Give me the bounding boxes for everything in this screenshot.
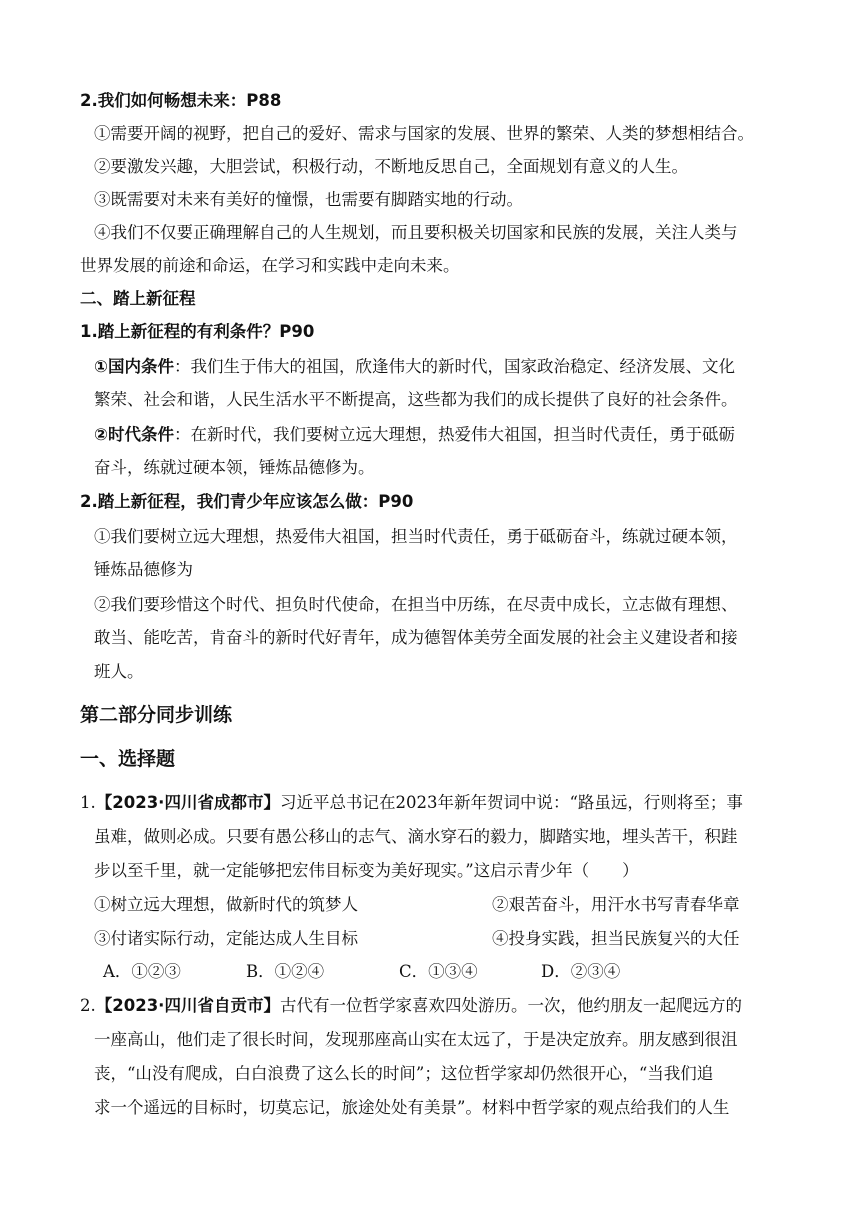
- q1-statement-1: ①树立远大理想，做新时代的筑梦人: [94, 895, 358, 914]
- era-line-2: 奋斗，练就过硬本领，锤炼品德修为。: [94, 458, 375, 477]
- q2-number: 2.: [80, 996, 96, 1015]
- section2-heading: 二、踏上新征程: [80, 289, 196, 308]
- q2-item-1: ①需要开阔的视野，把自己的爱好、需求与国家的发展、世界的繁荣、人类的梦想相结合。: [94, 124, 754, 143]
- era-label: ②时代条件: [94, 425, 174, 444]
- q2-line-3: 丧，“山没有爬成，白白浪费了这么长的时间”；这位哲学家却仍然很开心，“当我们追: [94, 1064, 714, 1083]
- q1-number: 1.: [80, 793, 96, 812]
- q2-source: 【2023·四川省自贡市】: [95, 996, 280, 1015]
- s2-q2-item-1-cont: 锤炼品德修为: [94, 560, 193, 579]
- q1-line-1: [80, 792, 743, 814]
- domestic-line-1: [94, 356, 735, 378]
- q1-source: 【2023·四川省成都市】: [95, 793, 280, 812]
- q2-line-4: 求一个遥远的目标时，切莫忘记，旅途处处有美景”。材料中哲学家的观点给我们的人生: [94, 1098, 730, 1117]
- domestic-label: ①国内条件: [94, 357, 174, 376]
- q1-statement-3: ③付诸实际行动，定能达成人生目标: [94, 929, 358, 948]
- s2-q2-item-1: ①我们要树立远大理想，热爱伟大祖国，担当时代责任，勇于砥砺奋斗，练就过硬本领，: [94, 527, 738, 546]
- q1-line-3: 步以至千里，就一定能够把宏伟目标变为美好现实。”这启示青少年（ ）: [94, 861, 639, 880]
- q1-option-b: B．①②④: [246, 962, 325, 981]
- s2-q2-item-2: ②我们要珍惜这个时代、担负时代使命，在担当中历练，在尽责中成长，立志做有理想、: [94, 595, 738, 614]
- q1-option-a: A．①②③: [103, 962, 181, 981]
- part2-heading: 第二部分同步训练: [80, 704, 233, 726]
- era-text-1: ：在新时代，我们要树立远大理想，热爱伟大祖国，担当时代责任，勇于砥砺: [173, 425, 735, 444]
- domestic-text-1: ：我们生于伟大的祖国，欣逢伟大的新时代，国家政治稳定、经济发展、文化: [173, 357, 735, 376]
- q2-heading: 2.我们如何畅想未来：P88: [80, 91, 282, 110]
- q1-statement-2: ②艰苦奋斗，用汗水书写青春华章: [492, 895, 740, 914]
- s2-q2-item-2-cont: 敢当、能吃苦，肯奋斗的新时代好青年，成为德智体美劳全面发展的社会主义建设者和接: [94, 628, 738, 647]
- q1-option-c: C．①③④: [399, 962, 478, 981]
- q2-line-1: [80, 995, 742, 1017]
- q1-line-2: 虽难，做则必成。只要有愚公移山的志气、滴水穿石的毅力，脚踏实地，埋头苦干，积跬: [94, 827, 738, 846]
- q1-text-1: 习近平总书记在2023年新年贺词中说：“路虽远，行则将至；事: [279, 793, 743, 812]
- q2-item-4: ④我们不仅要正确理解自己的人生规划，而且要积极关切国家和民族的发展，关注人类与: [94, 223, 738, 242]
- q2-text-1: 古代有一位哲学家喜欢四处游历。一次，他约朋友一起爬远方的: [279, 996, 742, 1015]
- q1-statement-4: ④投身实践，担当民族复兴的大任: [492, 929, 740, 948]
- domestic-line-2: 繁荣、社会和谐，人民生活水平不断提高，这些都为我们的成长提供了良好的社会条件。: [94, 390, 738, 409]
- q2-item-2: ②要激发兴趣，大胆尝试，积极行动，不断地反思自己，全面规划有意义的人生。: [94, 157, 688, 176]
- choice-section-heading: 一、选择题: [80, 748, 176, 770]
- q2-line-2: 一座高山，他们走了很长时间，发现那座高山实在太远了，于是决定放弃。朋友感到很沮: [94, 1030, 738, 1049]
- q2-item-3: ③既需要对未来有美好的憧憬，也需要有脚踏实地的行动。: [94, 190, 523, 209]
- s2-q2-heading: 2.踏上新征程，我们青少年应该怎么做：P90: [80, 492, 414, 511]
- q1-option-d: D．②③④: [541, 962, 621, 981]
- q2-item-4-cont: 世界发展的前途和命运，在学习和实践中走向未来。: [80, 256, 460, 275]
- s2-q2-item-2-end: 班人。: [94, 662, 144, 681]
- s2-q1-heading: 1.踏上新征程的有利条件？P90: [80, 322, 315, 341]
- era-line-1: [94, 424, 735, 446]
